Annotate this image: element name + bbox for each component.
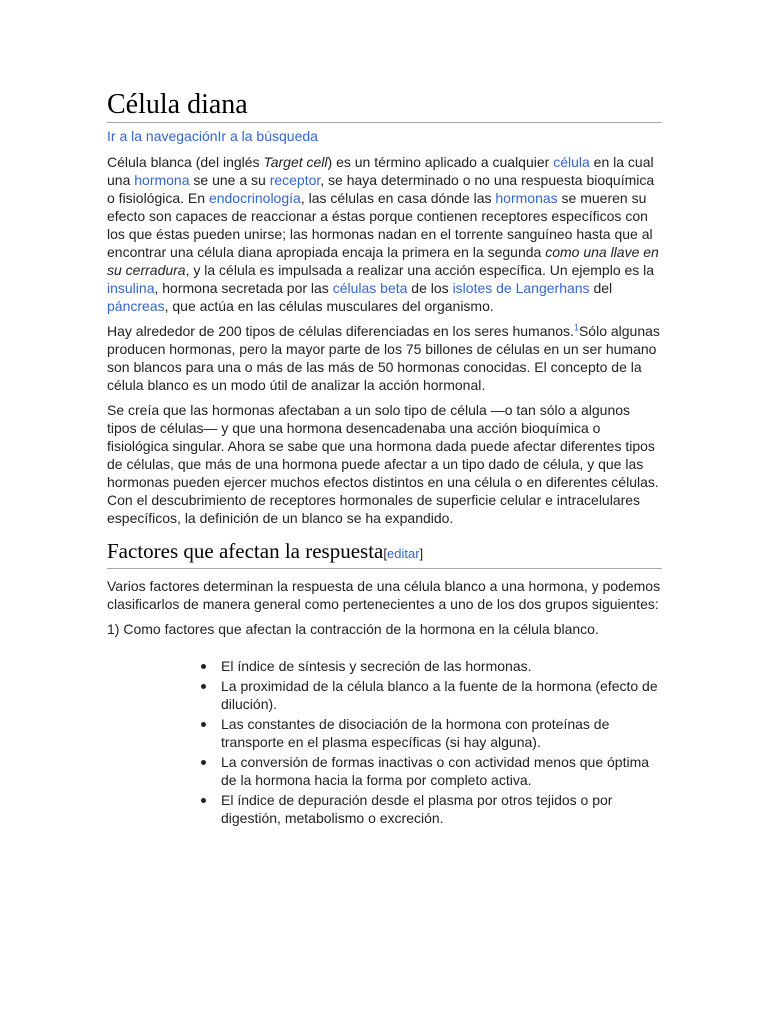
link-pancreas[interactable]: páncreas xyxy=(107,298,165,314)
hormone-effects-paragraph: Se creía que las hormonas afectaban a un solo tipo de célula —o tan sólo a algunos tipos de células— y que una hormona desencadenaba una acción bioquímica o fisiológica singular. Ahora se sabe que una hormona dada puede afectar diferentes tipos de células, que más de una hormona puede afectar a un tipo dado de célula, y que las hormonas pueden ejercer muchos efectos distintos en una célula o en diferentes células. Con el descubrimiento de receptores hormonales de superficie celular e intracelulares específicos, la definición de un blanco se ha expandido. xyxy=(107,402,659,526)
article-content xyxy=(107,88,662,829)
bullet-icon xyxy=(201,722,206,727)
reference-1[interactable]: 1 xyxy=(573,322,579,333)
factors-intro-paragraph: Varios factores determinan la respuesta de una célula blanco a una hormona, y podemos clasificarlos de manera general como pertenecientes a uno de los dos grupos siguientes: xyxy=(107,578,661,612)
list-item: El índice de depuración desde el plasma por otros tejidos o por digestión, metabolismo o excreción. xyxy=(221,791,662,827)
list-item: La conversión de formas inactivas o con actividad menos que óptima de la hormona hacia la forma por completo activa. xyxy=(221,753,662,789)
bullet-icon xyxy=(201,684,206,689)
cell-types-paragraph: Hay alrededor de 200 tipos de células diferenciadas en los seres humanos.$^1$Sólo algunas producen hormonas, pero la mayor parte de los 75 billones de células en un ser humano son blancos para una o más de las más de 50 hormonas conocidas. El concepto de la célula blanco es un modo útil de analizar la acción hormonal. xyxy=(107,322,660,393)
bullet-icon xyxy=(201,798,206,803)
jump-to-navigation-link[interactable]: Ir a la navegación xyxy=(107,128,218,144)
link-celula[interactable]: célula xyxy=(553,154,590,170)
link-insulina[interactable]: insulina xyxy=(107,280,155,296)
link-celulas-beta[interactable]: células beta xyxy=(332,280,408,296)
page-title: Célula diana xyxy=(107,88,662,123)
edit-section-link[interactable]: editar xyxy=(387,546,420,561)
jump-to-search-link[interactable]: Ir a la búsqueda xyxy=(217,128,318,144)
factors-group-1-paragraph: 1) Como factores que afectan la contracción de la hormona en la célula blanco. xyxy=(107,621,599,637)
bullet-icon xyxy=(201,760,206,765)
link-islotes-de-langerhans[interactable]: islotes de Langerhans xyxy=(452,280,590,296)
intro-paragraph: Célula blanca (del inglés Target cell) es un término aplicado a cualquier célula en la cual una hormona se une a su receptor, se haya determinado o no una respuesta bioquímica o fisiológica. En endocrinología, las células en casa dónde las hormonas se mueren su efecto son capaces de reaccionar a éstas porque contienen receptores específicos con los que éstas pueden unirse; las hormonas nadan en el torrente sanguíneo hasta que al encontrar una célula diana apropiada encaja la primera en la segunda como una llave en su cerradura, y la célula es impulsada a realizar una acción específica. Un ejemplo es la insulina, hormona secretada por las células beta de los islotes de Langerhans del páncreas, que actúa en las células musculares del organismo. xyxy=(107,154,659,314)
link-endocrinologia[interactable]: endocrinología xyxy=(208,190,301,206)
list-item: El índice de síntesis y secreción de las hormonas. xyxy=(221,657,662,675)
edit-section: [editar] xyxy=(383,546,424,561)
link-hormona[interactable]: hormona xyxy=(134,172,190,188)
bullet-icon xyxy=(201,664,206,669)
list-item: Las constantes de disociación de la hormona con proteínas de transporte en el plasma específicas (si hay alguna). xyxy=(221,715,662,751)
link-hormonas[interactable]: hormonas xyxy=(495,190,558,206)
section-heading-factores: Factores que afectan la respuesta[editar] xyxy=(107,537,662,569)
factors-list xyxy=(107,657,662,827)
list-item: La proximidad de la célula blanco a la fuente de la hormona (efecto de dilución). xyxy=(221,677,662,713)
link-receptor[interactable]: receptor xyxy=(269,172,321,188)
jump-links xyxy=(107,126,662,146)
